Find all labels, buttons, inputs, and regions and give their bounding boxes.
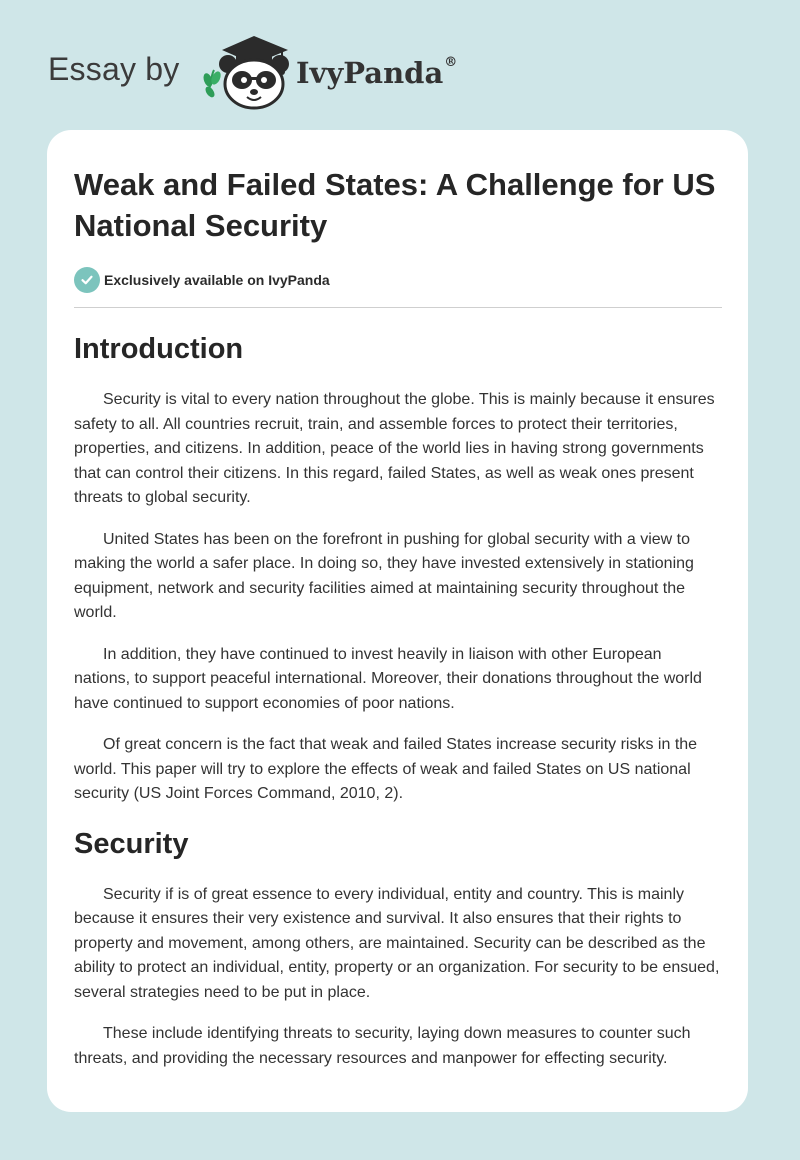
essay-by-label: Essay by xyxy=(48,51,180,87)
paragraph: United States has been on the forefront in pushing for global security with a view to making the world a safer place. In doing so, they have invested extensively in stationing equipment, network and security facilities aimed at maintaining security throughout the world. xyxy=(74,530,694,621)
essay-card xyxy=(47,130,748,1112)
check-circle-icon xyxy=(74,267,100,293)
section-heading-security: Security xyxy=(74,827,189,860)
registered-mark: ® xyxy=(444,55,458,71)
exclusive-badge xyxy=(74,266,722,294)
paragraph: Security is vital to every nation throughout the globe. This is mainly because it ensures safety to all. All countries recruit, train, and assemble forces to protect their territories, properties, and citizens. In addition, peace of the world lies in having strong governments that can control their citizens. In this regard, failed States, as well as weak ones present threats to global security. xyxy=(74,391,715,506)
section-heading-introduction: Introduction xyxy=(74,333,244,365)
page-title: Weak and Failed States: A Challenge for US National Security xyxy=(74,167,716,243)
brand-name[interactable]: IvyPanda® xyxy=(296,55,458,90)
panda-graduate-icon[interactable] xyxy=(202,34,292,110)
divider xyxy=(74,307,722,308)
paragraph: In addition, they have continued to invest heavily in liaison with other European nations, to support peaceful international. Moreover, their donations throughout the world have continued to support economies of poor nations. xyxy=(74,645,702,712)
paragraph: These include identifying threats to security, laying down measures to counter such threats, and providing the necessary resources and manpower for effecting security. xyxy=(74,1025,691,1067)
site-header xyxy=(48,34,548,114)
exclusive-badge-text: Exclusively available on IvyPanda xyxy=(104,272,330,288)
paragraph: Security if is of great essence to every individual, entity and country. This is mainly because it ensures their very existence and survival. It also ensures that their rights to property and movement, among others, are maintained. Security can be described as the ability to protect an individual, entity, property or an organization. For security to be ensued, several strategies need to be put in place. xyxy=(74,885,720,1001)
paragraph: Of great concern is the fact that weak and failed States increase security risks in the world. This paper will try to explore the effects of weak and failed States on US national security (US Joint Forces Command, 2010, 2). xyxy=(74,736,698,802)
